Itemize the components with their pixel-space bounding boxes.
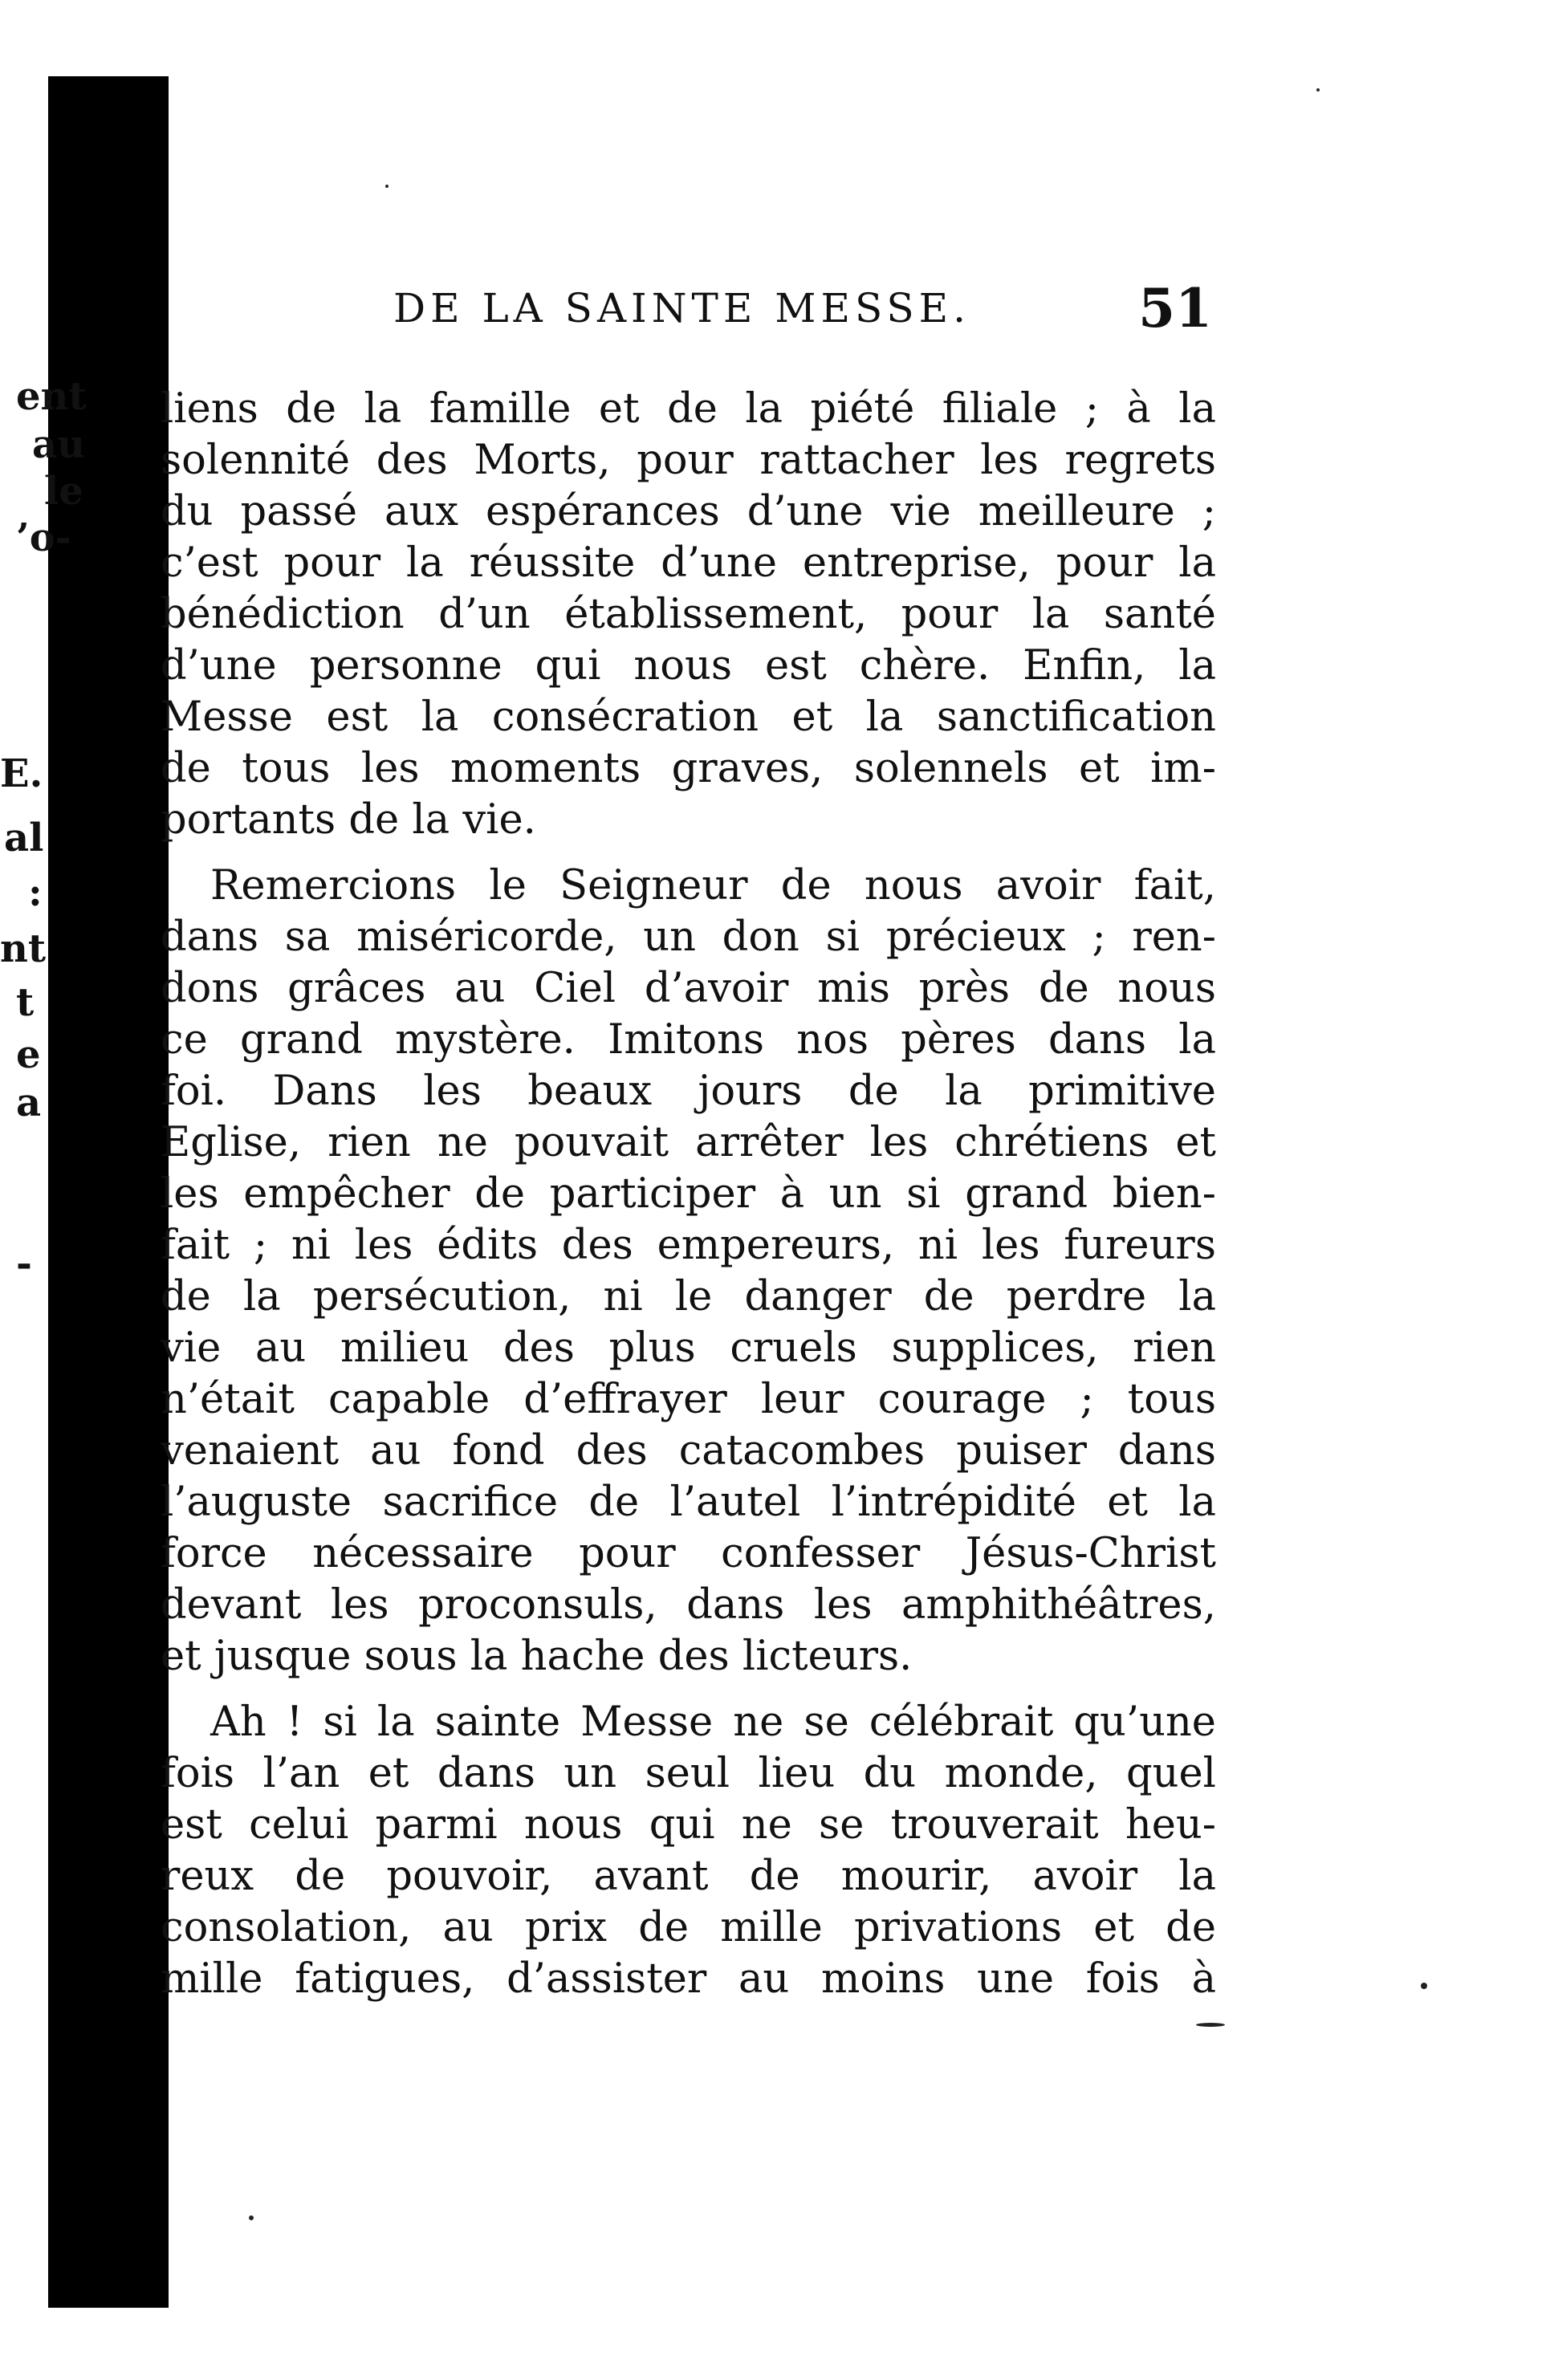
text-line: Remercions le Seigneur de nous avoir fait, [210,862,1216,909]
text-line: les empêcher de participer à un si grand bien- [161,1170,1216,1218]
paragraph [161,860,1216,1682]
margin-fragment: - [16,1241,32,1286]
text-line: n’était capable d’effrayer leur courage ; tous [161,1376,1216,1423]
page-number: 51 [1138,277,1212,340]
text-line: d’une personne qui nous est chère. Enfin, la [161,642,1216,690]
body-text [161,384,1216,2005]
running-head-title: DE LA SAINTE MESSE. [393,285,971,332]
text-line: liens de la famille et de la piété filiale ; à la [161,385,1216,433]
text-line: reux de pouvoir, avant de mourir, avoir la [161,1853,1216,1900]
text-line: mille fatigues, d’assister au moins une fois à [161,1955,1216,2003]
text-line: venaient au fond des catacombes puiser dans [161,1427,1216,1475]
margin-fragment: ’o- [16,515,71,560]
text-line: bénédiction d’un établissement, pour la santé [161,591,1216,638]
text-line: fois l’an et dans un seul lieu du monde, quel [161,1750,1216,1797]
margin-fragment: : [28,870,43,915]
paragraph [161,384,1216,846]
text-line: ce grand mystère. Imitons nos pères dans la [161,1016,1216,1064]
text-line: de tous les moments graves, solennels et im- [161,745,1216,792]
margin-fragment: t [16,980,35,1025]
ink-speck [385,185,389,188]
text-line: foi. Dans les beaux jours de la primitive [161,1068,1216,1115]
ink-speck [249,2215,254,2220]
margin-fragment: au [32,422,85,467]
text-line: portants de la vie. [161,796,536,844]
text-line: c’est pour la réussite d’une entreprise, pour la [161,539,1216,587]
running-head [393,277,1212,341]
ink-speck [1421,1983,1427,1989]
margin-fragment: e [16,1032,41,1077]
text-line: l’auguste sacrifice de l’autel l’intrépidité et la [161,1479,1216,1526]
ink-speck [1316,88,1320,92]
text-line: du passé aux espérances d’une vie meilleure ; [161,488,1216,535]
text-line: est celui parmi nous qui ne se trouverait heu- [161,1801,1216,1849]
text-line: de la persécution, ni le danger de perdre la [161,1273,1216,1320]
margin-fragment: E. [0,751,43,796]
text-line: dons grâces au Ciel d’avoir mis près de nous [161,965,1216,1012]
margin-fragment: a [16,1080,42,1125]
text-line: dans sa miséricorde, un don si précieux ; ren- [161,913,1216,961]
text-line: Messe est la consécration et la sanctification [161,694,1216,741]
text-line: consolation, au prix de mille privations et de [161,1904,1216,1951]
text-line: fait ; ni les édits des empereurs, ni les fureurs [161,1222,1216,1269]
paragraph [161,1697,1216,2005]
text-line: vie au milieu des plus cruels supplices, rien [161,1324,1216,1372]
text-line: Ah ! si la sainte Messe ne se célébrait qu’une [210,1699,1216,1746]
text-line: solennité des Morts, pour rattacher les regrets [161,437,1216,484]
margin-fragment: le [44,469,83,514]
text-line: devant les proconsuls, dans les amphithéâtres, [161,1581,1216,1629]
ink-speck [1196,2023,1225,2027]
margin-fragment: nt [0,926,47,971]
text-line: Eglise, rien ne pouvait arrêter les chrétiens et [161,1119,1216,1166]
margin-fragment: ent [16,374,87,419]
text-line: force nécessaire pour confesser Jésus-Christ [161,1530,1216,1577]
margin-fragment: al [4,816,44,860]
text-line: et jusque sous la hache des licteurs. [161,1633,913,1680]
